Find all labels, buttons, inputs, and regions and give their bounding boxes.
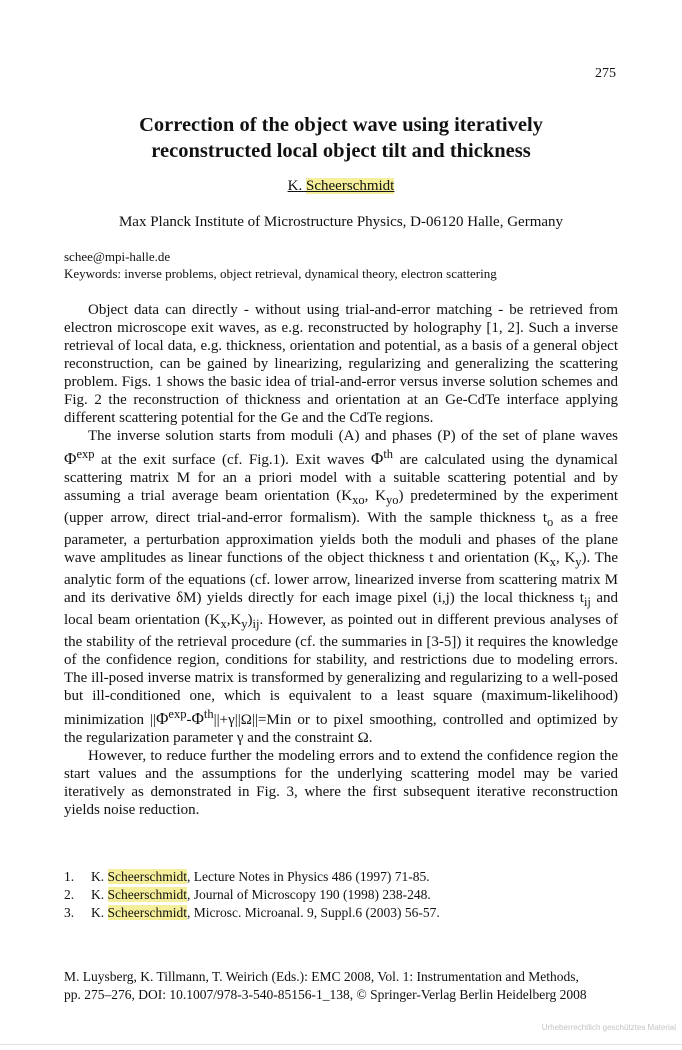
highlighted-name: Scheerschmidt (107, 869, 187, 884)
phi-symbol: Φ (64, 449, 77, 468)
paragraph-1: Object data can directly - without using trial-and-error matching - be retrieved from electron microscope exit waves, as e.g. reconstructed by holography [1, 2]. Such a inverse retrieval of local data, e.g. thickness, orientation and potential, as a basis of a general object reconstruction, can be gained by linearizing, regularizing and generalizing the scattering problem. Figs. 1 shows the basic idea of trial-and-error versus inverse solution schemes and Fig. 2 the reconstruction of thickness and orientation at an Ge-CdTe interface applying different scattering potential for the Ge and the CdTe regions. (64, 302, 618, 426)
reference-item: 3. K. Scheerschmidt, Microsc. Microanal. 9, Suppl.6 (2003) 56-57. (64, 905, 440, 920)
footer-line-1: M. Luysberg, K. Tillmann, T. Weirich (Eds.): EMC 2008, Vol. 1: Instrumentation and Methods, (64, 969, 579, 984)
watermark: Urheberrechtlich geschütztes Material (541, 1023, 676, 1032)
phi-symbol: Φ (191, 709, 204, 728)
citation-footer (64, 968, 587, 1004)
reference-item: 1. K. Scheerschmidt, Lecture Notes in Physics 486 (1997) 71-85. (64, 869, 430, 884)
paragraph-2: The inverse solution starts from moduli (A) and phases (P) of the set of plane waves $\Phi^{exp}$ at the exit surface (cf. Fig.1). Exit waves $\Phi^{th}$ are calculated using the dynamical scattering matrix M for an a priori model with a suitable scattering potential and by assuming a trial average beam orientation ($K_{xo}$, $K_{yo}$) predetermined by the experiment (upper arrow, direct trial-and-error formalism). With the sample thickness $t_o$ as a free parameter, a perturbation approximation yields both the moduli and phases of the plane wave amplitudes as linear functions of the object thickness t and orientation ($K_x$, $K_y$). The analytic form of the equations (cf. lower arrow, linearized inverse from scattering matrix M and its derivative δM) yields directly for each image pixel (i,j) the local thickness $t_{ij}$ and local beam orientation $(K_x,K_y)_{ij}$. However, as pointed out in different previous analyses of the stability of the retrieval procedure (cf. the summaries in [3-5]) it requires the knowledge of the confidence region, conditions for stability, and restrictions due to modeling errors. The ill-posed inverse matrix is transformed by generalizing and regularizing to a well-posed but ill-conditioned one, which is equivalent to a least square (maximum-likelihood) minimization $||\Phi^{exp}-\Phi^{th}||+\gamma||\Omega||=Min$ or to pixel smoothing, controlled and optimized by the regularization parameter γ and the constraint Ω. (64, 428, 618, 746)
body-text (64, 301, 618, 819)
subscript-y: y (241, 617, 248, 631)
title-line-1: Correction of the object wave using iteratively (139, 114, 543, 136)
superscript-th: th (203, 707, 214, 721)
subscript-ij: ij (252, 617, 260, 631)
phi-symbol: Φ (155, 709, 169, 728)
author-line (0, 178, 682, 195)
title-line-2: reconstructed local object tilt and thickness (151, 140, 531, 162)
paragraph-3: However, to reduce further the modeling errors and to extend the confidence region the start values and the assumptions for the underlying scattering model may be varied iteratively as demonstrated in Fig. 3, where the first subsequent iterative reconstruction yields noise reduction. (64, 748, 618, 818)
reference-list (64, 868, 440, 922)
author-surname: Scheerschmidt (306, 178, 395, 194)
subscript-xo: xo (352, 493, 365, 507)
subscript-o: o (547, 515, 554, 529)
page-divider (0, 1044, 682, 1045)
reference-item: 2. K. Scheerschmidt, Journal of Microscopy 190 (1998) 238-248. (64, 887, 431, 902)
subscript-x: x (220, 617, 227, 631)
affiliation: Max Planck Institute of Microstructure Physics, D-06120 Halle, Germany (118, 214, 564, 230)
footer-line-2: pp. 275–276, DOI: 10.1007/978-3-540-85156-1_138, © Springer-Verlag Berlin Heidelberg 2008 (64, 987, 587, 1002)
phi-symbol: Φ (370, 449, 384, 468)
subscript-yo: yo (385, 493, 399, 507)
subscript-y: y (575, 555, 582, 569)
email-address: schee@mpi-halle.de (64, 249, 171, 264)
superscript-th: th (383, 447, 394, 461)
page-number: 275 (595, 66, 616, 81)
author-link[interactable] (288, 178, 395, 194)
superscript-exp: exp (168, 707, 187, 721)
highlighted-name: Scheerschmidt (107, 887, 187, 902)
superscript-exp: exp (76, 447, 95, 461)
subscript-ij: ij (583, 595, 591, 609)
author-initial: K. (287, 178, 307, 194)
subscript-x: x (549, 555, 557, 569)
highlighted-name: Scheerschmidt (107, 905, 187, 920)
paper-title (0, 112, 682, 164)
keywords: Keywords: inverse problems, object retrieval, dynamical theory, electron scattering (64, 266, 497, 281)
